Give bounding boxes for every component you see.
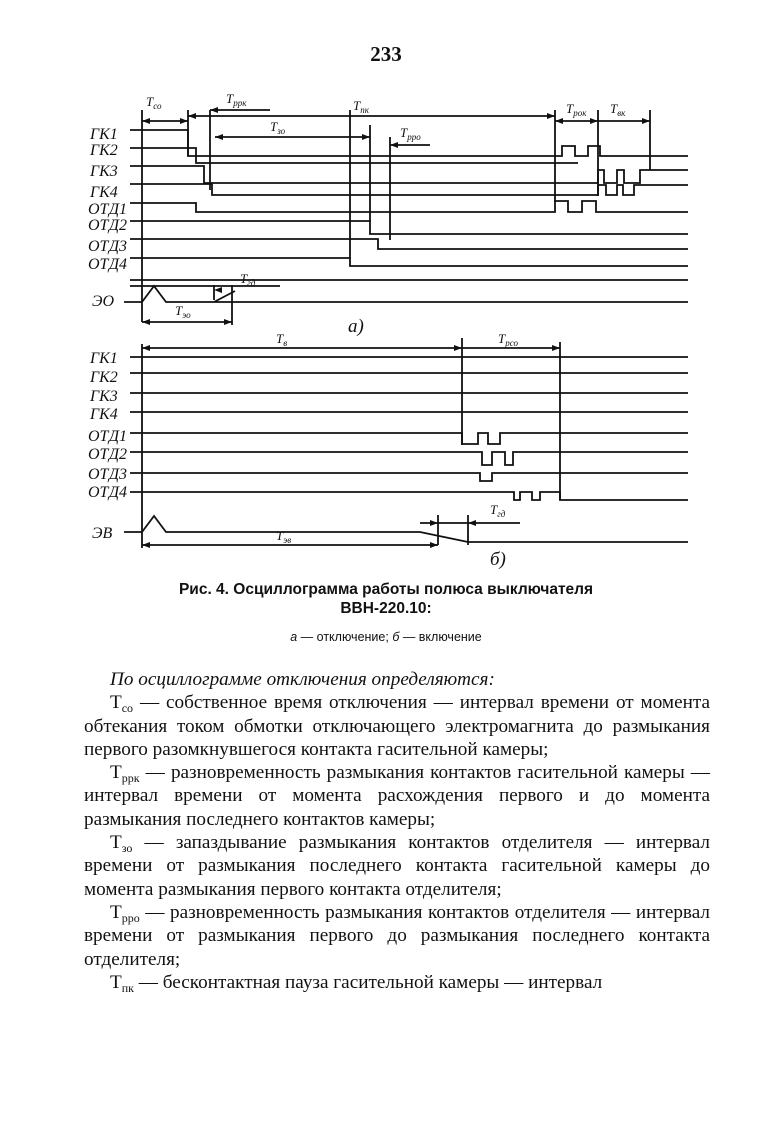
interval-label: $T_{гд}$ xyxy=(240,271,256,288)
definition-paragraph: $Т_{ррк}$ — разновременность размыкания контактов гасительной камеры — интервал времени от момента расхождения первого и до момента размыкания последнего контактов камеры; xyxy=(84,762,710,830)
caption-legend xyxy=(0,630,772,644)
trace-ev-b xyxy=(124,516,688,542)
trace-otd4-a xyxy=(130,258,688,266)
channel-label-b: ОТД1 xyxy=(88,428,128,445)
panel-label-b: б) xyxy=(490,549,506,570)
channel-label-a: ОТД2 xyxy=(88,217,128,234)
caption-b-label: б xyxy=(392,630,400,644)
intro-paragraph: По осциллограмме отключения определяются: xyxy=(110,669,495,690)
caption-a-label: а xyxy=(290,630,298,644)
channel-label-a: ОТД1 xyxy=(88,201,128,218)
definition-paragraph: $Т_{рро}$ — разновременность размыкания контактов отделителя — интервал времени от размыкания первого до размыкания последнего контакта отделителя; xyxy=(84,901,710,970)
trace-otd4-b xyxy=(130,492,688,500)
page-number: 233 xyxy=(370,42,402,66)
interval-label: $T_{гд}$ xyxy=(490,502,506,519)
panel-label-a: а) xyxy=(348,316,364,337)
definition-paragraph: $Т_{пк}$ — бесконтактная пауза гасительной камеры — интервал xyxy=(110,971,603,995)
body-text xyxy=(84,668,710,994)
trace-gk4-a xyxy=(130,184,688,195)
interval-label: $T_{со}$ xyxy=(146,94,162,111)
channel-label-a: ГК2 xyxy=(90,142,118,159)
trace-eo-a xyxy=(124,286,688,302)
trace-otd1-a xyxy=(130,201,688,212)
channel-label-a: ГК4 xyxy=(90,184,118,201)
channel-label-b: ГК2 xyxy=(90,369,118,386)
trace-otd3-a xyxy=(130,239,688,249)
trace-otd2-b xyxy=(130,452,688,465)
definition-paragraph: $Т_{со}$ — собственное время отключения — интервал времени от момента обтекания током обмотки отключающего электромагнита до размыкания первого разомкнувшегося контакта гасительной камеры; xyxy=(84,692,710,760)
caption-b-text: — включение xyxy=(399,630,482,644)
interval-label: $T_{ррк}$ xyxy=(226,91,247,108)
channel-label-b: ГК3 xyxy=(90,388,118,405)
channel-label-a: ОТД4 xyxy=(88,256,128,273)
interval-label: $T_в$ xyxy=(276,331,288,348)
channel-label-a: ГК3 xyxy=(90,163,118,180)
channel-label-b: ОТД4 xyxy=(88,484,128,501)
trace-otd3-b xyxy=(130,473,688,481)
interval-label: $T_{рсо}$ xyxy=(498,331,519,348)
channel-label-a: ГК1 xyxy=(90,126,118,143)
caption-title-line1: Рис. 4. Осциллограмма работы полюса выключателя xyxy=(178,581,594,598)
trace-gk3-a xyxy=(130,166,688,183)
interval-label: $T_{рок}$ xyxy=(566,101,587,118)
interval-label: $T_{зо}$ xyxy=(270,119,286,136)
channel-label-b: ОТД3 xyxy=(88,466,128,483)
interval-label: $T_{пк}$ xyxy=(353,98,369,115)
channel-label-b: ЭВ xyxy=(92,525,113,542)
interval-label: $T_{рро}$ xyxy=(400,125,421,142)
interval-label: $T_{эв}$ xyxy=(276,528,292,545)
definition-paragraph: $Т_{зо}$ — запаздывание размыкания контактов отделителя — интервал времени от размыкания последнего контакта гасительной камеры до момента размыкания первого контакта отделителя; xyxy=(84,832,710,900)
channel-label-b: ГК1 xyxy=(90,350,118,367)
interval-label: $T_{вк}$ xyxy=(610,101,626,118)
caption-title-line2: ВВН-220.10: xyxy=(340,600,432,617)
figure-caption xyxy=(0,580,772,618)
caption-a-text: — отключение; xyxy=(297,630,393,644)
channel-label-b: ГК4 xyxy=(90,406,118,423)
channel-label-a: ЭО xyxy=(92,293,115,310)
trace-otd1-b xyxy=(130,433,688,444)
interval-label: $T_{эо}$ xyxy=(175,303,191,320)
channel-label-b: ОТД2 xyxy=(88,446,128,463)
trace-otd2-a xyxy=(130,221,688,234)
channel-label-a: ОТД3 xyxy=(88,238,128,255)
